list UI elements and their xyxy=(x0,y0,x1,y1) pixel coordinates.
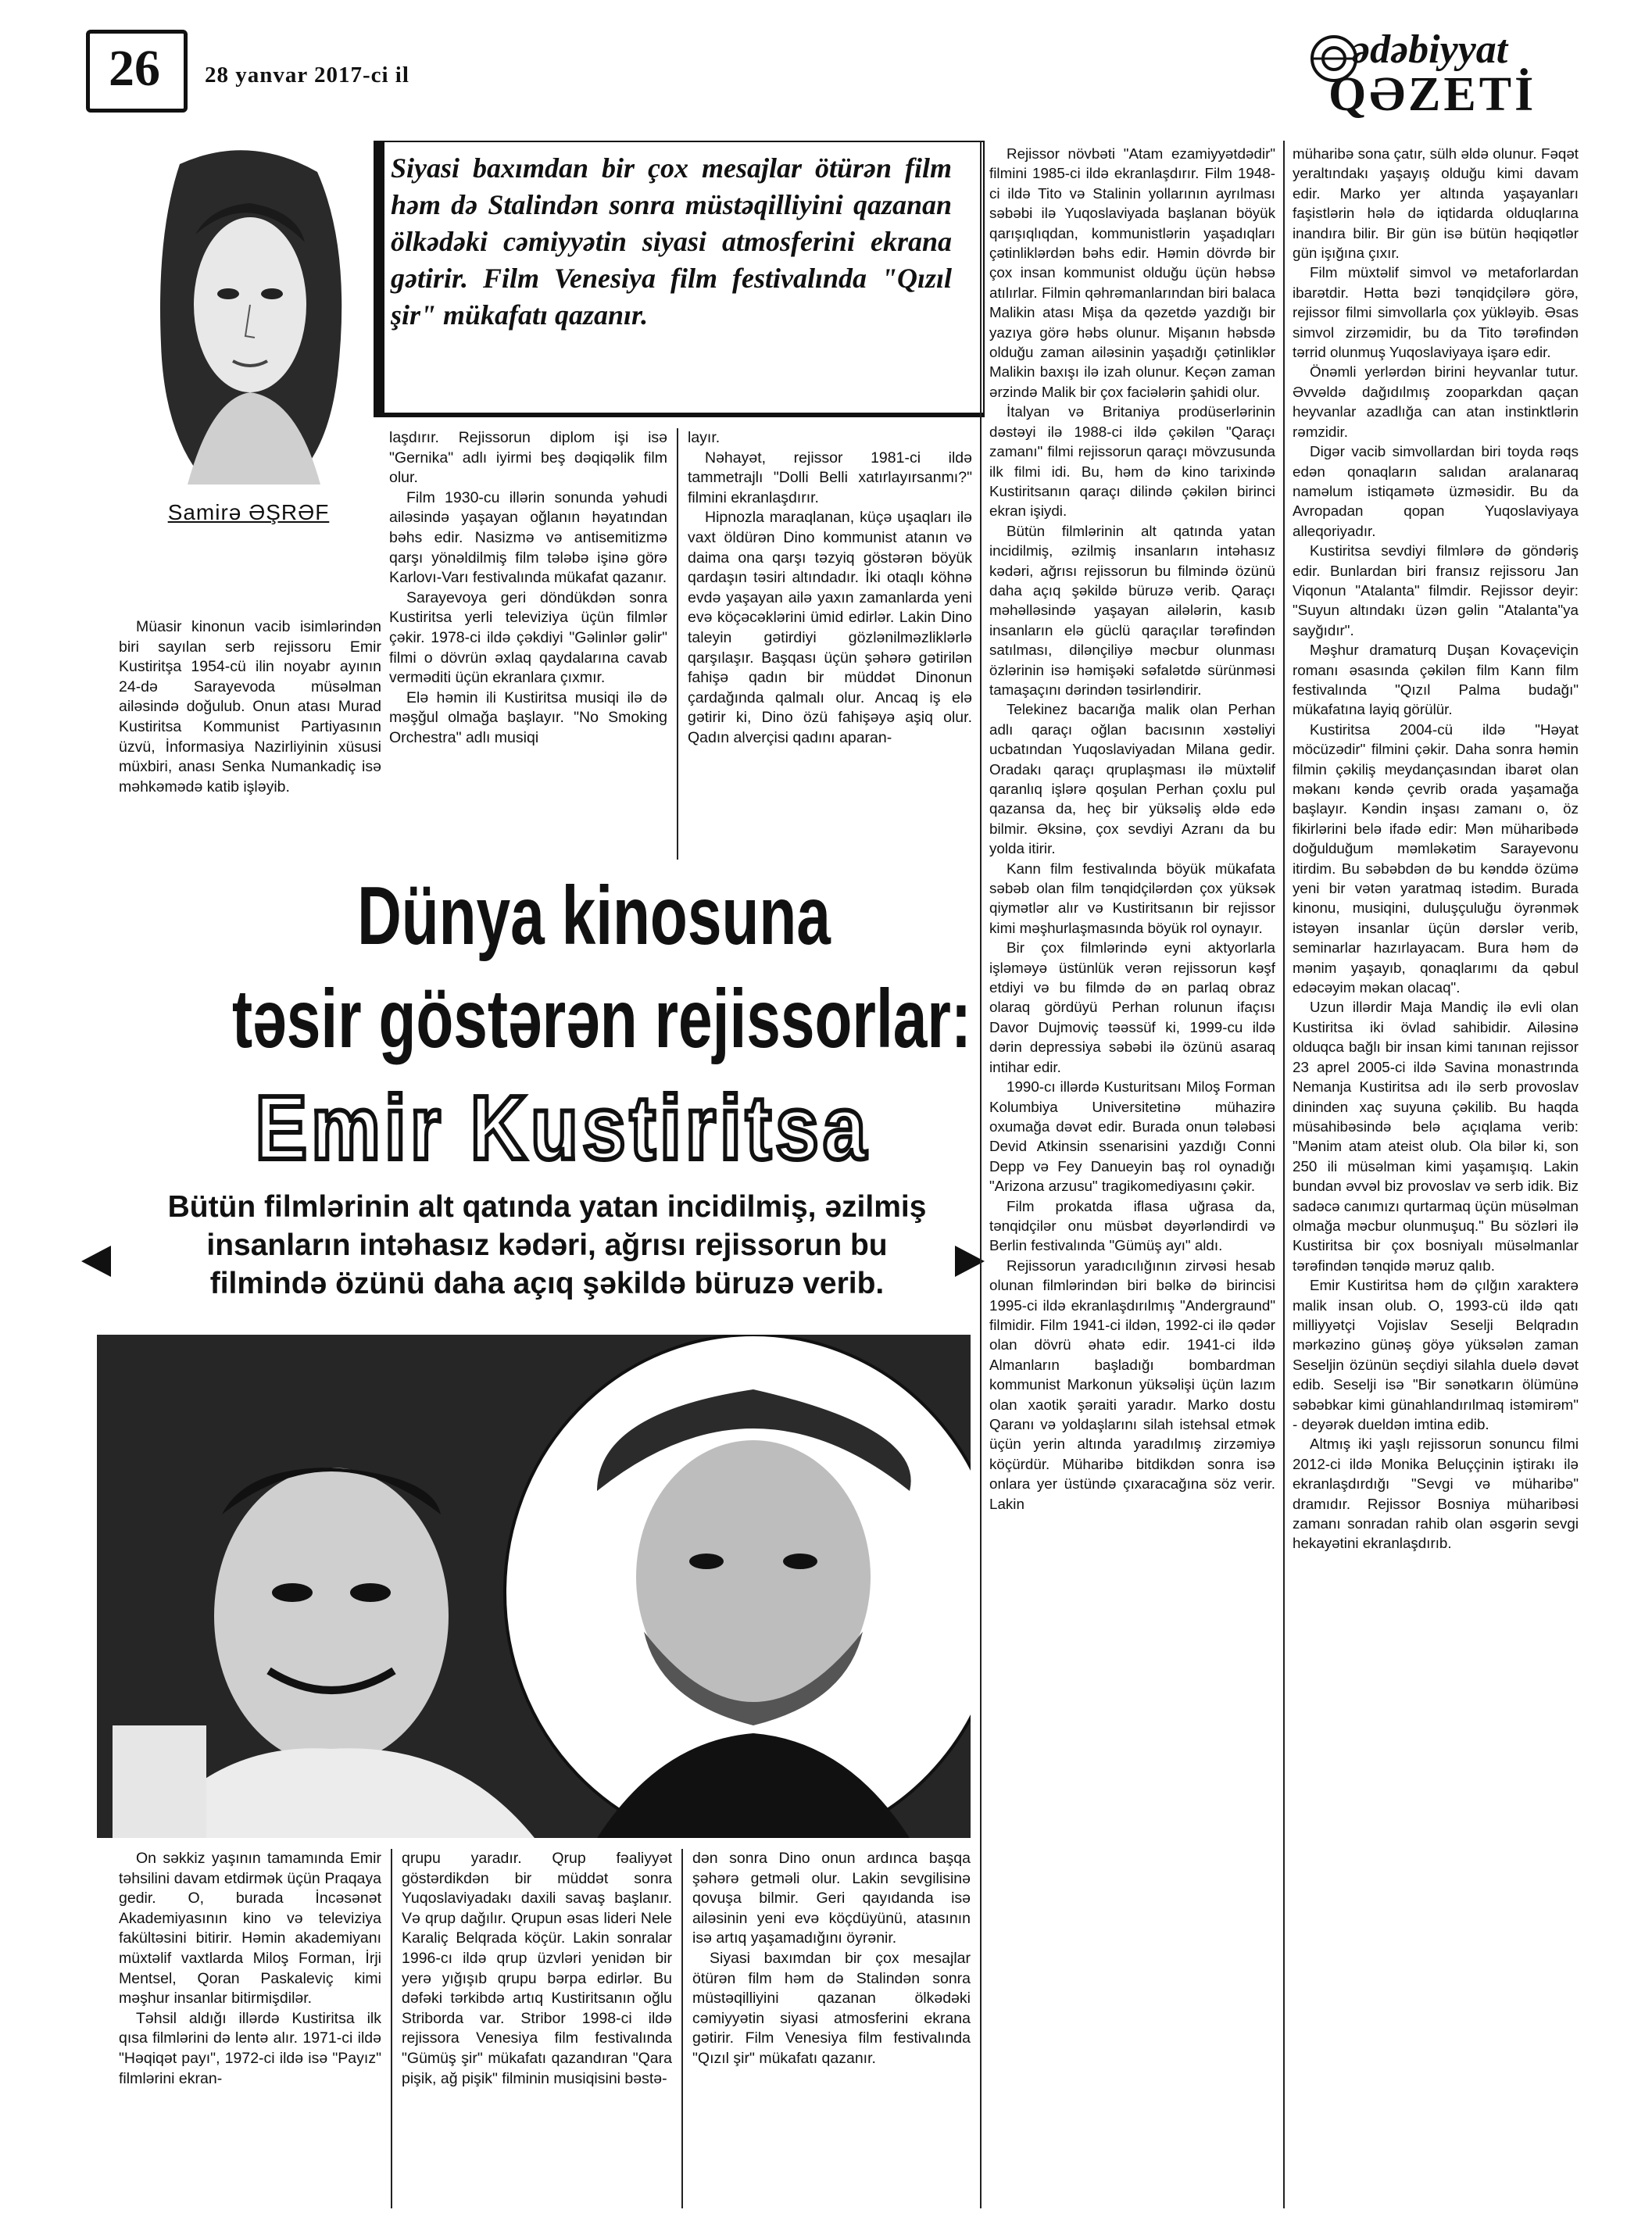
headline-line-3: Emir Kustiritsa xyxy=(255,1077,871,1178)
paragraph: 1990-cı illərdə Kusturitsanı Miloş Forman Kolumbiya Universitetinə mühazirə oxumağa dəvət edir. Burada onun tələbəsi Devid Atkinsin ssenarisini yazdığı Conni Depp və Fey Danueyin baş rol oynadığı "Arizona arzusu" tragikomediyasını çəkir. xyxy=(989,1078,1275,1195)
paragraph: Önəmli yerlərdən birini heyvanlar tutur. Əvvəldə dağıdılmış zooparkdan qaçan heyvanlar azadlığa can atan instinktlərin rəmzidir. xyxy=(1293,363,1579,440)
article-column-b2 xyxy=(402,1849,672,2208)
paragraph: Telekinez bacarığa malik olan Perhan adlı qaraçı oğlan bacısının xəstəliyi ucbatından Yuqoslaviyadan Milana gedir. Oradakı qaraçı qruplaşması ilə müxtəlif qaranlıq işlərə qoşulan Perhan çoxlu pul qazansa da, heç bir yüksəliş əldə edə bilmir. Əksinə, çox sevdiyi Azranı da bu yolda itirir. xyxy=(989,701,1275,857)
author-byline: Samirə ƏŞRƏF xyxy=(167,500,330,524)
article-column-a2 xyxy=(688,428,972,860)
paragraph: Film 1930-cu illərin sonunda yəhudi ailəsində yaşayan oğlanın həyatından bəhs edir. Nasizmə və antisemitizmə qarşı yönəldilmiş film tələbə işinə görə Karlovı-Varı festivalında mükafat qazanır. xyxy=(389,488,667,587)
paragraph: Nəhayət, rejissor 1981-ci ildə tammetrajlı "Dolli Belli xatırlayırsanmı?" filmini ekranlaşdırır. xyxy=(688,449,972,506)
paragraph: Elə həmin ili Kustiritsa musiqi ilə də məşğul olmağa başlayır. "No Smoking Orchestra" adlı musiqi xyxy=(389,688,667,746)
paragraph: müharibə sona çatır, sülh əldə olunur. Fəqət yeraltındakı yaşayış olduğu kimi davam edir. Marko yer altında yaşayanları faşistlərin hələ də iqtidarda olduqlarına inandıra bilir. Bir gün isə bütün həqiqətlər gün işığına çıxır. xyxy=(1293,145,1579,262)
article-column-d xyxy=(1293,144,1579,2207)
column-rule xyxy=(980,141,982,2208)
paragraph: Uzun illərdir Maja Mandiç ilə evli olan Kustiritsa iki övlad sahibidir. Ailəsinə olduqca bağlı bir insan kimi tanınan rejissor 23 aprel 2005-ci ildə Savina monastrında Nemanja Kustiritsa adı ilə serb provoslav dininden xaç suyuna çəkilib. Bu haqda müsahibəsində belə açıqlama verib: "Mənim atam ateist olub. Ola bilər ki, son 250 ili müsəlman kimi yaşamışıq. Lakin bundan əvvəl biz provoslav və serb idik. Biz sadəcə canımızı qurtarmaq üçün müsəlman olmağa məcbur olunmuşuq." Bu sözləri ilə Kustiritsa bir çox bosniyalı müsəlmanlar tərəfindən tənqidə məruz qalıb. xyxy=(1293,999,1579,1274)
issue-date: 28 yanvar 2017-ci il xyxy=(205,63,409,88)
article-column-b3 xyxy=(692,1849,971,2208)
paragraph: Film müxtəlif simvol və metaforlardan ibarətdir. Hətta bəzi tənqidçilərə görə, rejissor filmi simvollarla çox yükləyib. Əsas simvol zirzəmidir, bu da Tito tərəfindən tərrid olunmuş Yuqoslaviyaya işarə edir. xyxy=(1293,264,1579,361)
column-rule xyxy=(677,428,678,860)
paragraph: Bir çox filmlərində eyni aktyorlarla işləməyə üstünlük verən rejissorun kəşf etdiyi və bu filmdə də ən parlaq obraz olaraq gördüyü Perhan rolunun ifaçısı Davor Dujmoviç təəssüf ki, 1999-cu ildə dərin depressiya səbəbi ilə özünü asaraq intihar edir. xyxy=(989,939,1275,1075)
paragraph: Rejissor növbəti "Atam ezamiyyətdədir" filmini 1985-ci ildə ekranlaşdırır. Film 1948-ci ildə Tito və Stalinin yollarının ayrılması səbəbi ilə Yuqoslaviyada başlanan böyük qarışıqlıqdan, kommunistlərin yaşadıqları çətinliklərdən bəhs edir. Həmin dövrdə bir çox insan kommunist olduğu üçün həbsə atılırlar. Filmin qəhrəmanlarından biri balaca Malikin atası Mişa da qəzetdə yazdığı bir yazıya görə həbs olunur. Mişanın həbsdə olduğu zaman ailəsinin yaşadığı çətinliklər Malikin baxışı ilə izah olunur. Keçən zaman ərzində Malik bir çox faciələrin şahidi olur. xyxy=(989,145,1275,400)
masthead-logo-bottom: QƏZETİ xyxy=(1328,68,1537,121)
paragraph: Təhsil aldığı illərdə Kustiritsa ilk qısa filmlərini də lentə alır. 1971-ci ildə "Həqiqət payı", 1972-ci ildə isə "Payız" filmlərini ekran- xyxy=(119,2009,381,2087)
headline-line-1: Dünya kinosuna xyxy=(357,870,831,962)
author-portrait xyxy=(133,141,364,492)
paragraph: Rejissorun yaradıcılığının zirvəsi hesab olunan filmlərindən biri bəlkə də birincisi 1995-ci ildə ekranlaşdırılmış "Andergraund" filmidir. Film 1941-ci ildən, 1992-ci ilə qədər olan dövrü əhatə edir. 1941-ci ildə Almanların başladığı bombardman kommunist Markonun yüksəlişi üçün lazım olan xaotik şəraiti yaradır. Marko dostu Qaranı və yoldaşlarını silah istehsal etmək üçün yerin altında yaradılmış zirzəmiyə köçürdür. Müharibə bitdikdən sonra isə onlara yer üstündə çıxaracağına söz verir. Lakin xyxy=(989,1257,1275,1512)
paragraph: laşdırır. Rejissorun diplom işi isə "Gernika" adlı iyirmi beş dəqiqəlik film olur. xyxy=(389,429,667,487)
paragraph: qrupu yaradır. Qrup fəaliyyət göstərdikdən bir müddət sonra Yuqoslaviyadakı daxili savaş başlanır. Və qrup dağılır. Qrupun əsas lideri Nele Karaliç Belqrada köçür. Lakin sonralar 1996-cı ildə qrup üzvləri yenidən bir yerə yığışıb qrupu bərpa edirlər. Bu dəfəki tərkibdə artıq Kustiritsanın oğlu Striborda var. Stribor 1998-ci ildə rejissora Venesiya film festivalında "Gümüş şir" mükafatı qazandıran "Qara pişik, ağ pişik" filminin musiqisini bəstə- xyxy=(402,1850,672,2087)
pull-quote: Siyasi baxımdan bir çox mesajlar ötürən film həm də Stalindən sonra müstəqilliyini qazanan ölkədəki cəmiyyətin siyasi atmosferini ekrana gətirir. Film Venesiya film festivalında "Qızıl şir" mükafatı qazanır. xyxy=(391,152,952,331)
intro-paragraph: Müasir kinonun vacib isimlərindən biri sayılan serb rejissoru Emir Kustiritşa 1954-cü ilin noyabr ayının 24-də Sarayevoda müsəlman ailəsində doğulub. Onun atası Murad Kustiritsa Kommunist Partiyasının üzvü, İnformasiya Nazirliyinin xüsusi müxbiri, anası Senka Numankadiç isə məhkəmədə katib işləyib. xyxy=(119,618,381,796)
subheadline: Bütün filmlərinin alt qatında yatan incidilmiş, əzilmiş insanların intəhasız kədəri, ağrısı rejissorun bu filmində özünü daha açıq şəkildə büruzə verib. xyxy=(167,1190,927,1300)
paragraph: Film prokatda iflasa uğrasa da, tənqidçilər onu müsbət dəyərləndirdi və Berlin festivalında "Gümüş ayı" aldı. xyxy=(989,1197,1275,1254)
arrow-left-icon xyxy=(81,1246,111,1277)
paragraph: Kustiritsa sevdiyi filmlərə də göndəriş edir. Bunlardan biri fransız rejissoru Jan Viqonun "Atalanta" filmdir. Rejissor deyir: "Suyun altındakı üzən gəlin "Atalanta"ya sayğıdır". xyxy=(1293,542,1579,638)
paragraph: Kustiritsa 2004-cü ildə "Həyat möcüzədir" filmini çəkir. Daha sonra həmin filmin çəkiliş meydançasından ibarət olan məkanı kəndə çevrib orada yaşamağa başlayır. Kəndin inşası zamanı o, öz fikirlərini belə ifadə edir: Mən müharibədə doğulduğum məmləkətim Sarayevonu itirdim. Bu səbəbdən də bu kənddə özümə yeni bir vətən yaratmaq istədim. Burada kinonu, musiqini, duluşçuluğu öyrənmək istəyən insanlar üçün dərslər verib, seminarlar hazırlayacam. Bura həm də mənim yaşayıb, qonaqlarımı da qəbul edəcəyim məkan olacaq". xyxy=(1293,720,1579,996)
column-rule xyxy=(391,1849,392,2208)
article-column-c xyxy=(989,144,1275,2207)
paragraph: Altmış iki yaşlı rejissorun sonuncu filmi 2012-ci ildə Monika Beluççinin iştirakı ilə ekranlaşdırdığı "Sevgi və müharibə" dramıdır. Rejissor Bosniya müharibəsi zamanı sonradan rahib olan əsgərin sevgi hekayətini ekranlaşdırıb. xyxy=(1293,1436,1579,1552)
article-column-a1 xyxy=(389,428,667,860)
paragraph: Siyasi baxımdan bir çox mesajlar ötürən film həm də Stalindən sonra müstəqilliyini qazanan ölkədəki cəmiyyətin siyasi atmosferini ekrana gətirir. Film Venesiya film festivalında "Qızıl şir" mükafatı qazanır. xyxy=(692,1949,971,2067)
paragraph: Kann film festivalında böyük mükafata səbəb olan film tənqidçilərdən çox yüksək qiymətlər alır və Kustiritsanın bir rejissor kimi məşhurlaşmasında böyük rol oynayır. xyxy=(989,860,1275,936)
paragraph: dən sonra Dino onun ardınca başqa şəhərə getməli olur. Lakin sevgilisinə qovuşa bilmir. Geri qayıdanda isə ailəsinin yeni evə köçdüyünü, atasının isə artıq yaşamadığını öyrənir. xyxy=(692,1850,971,1947)
paragraph: layır. xyxy=(688,429,721,446)
intro-column xyxy=(119,617,381,860)
article-photo xyxy=(97,1335,971,1838)
paragraph: Bütün filmlərinin alt qatında yatan incidilmiş, əzilmiş insanların intəhasız kədəri, ağrısı rejissorun bu filmində özünü daha açıq şəkildə büruzə verib. Qaraçı məhəlləsində yaşayan ailələrin, kasıb insanların elə güclü qaraçılar tərəfindən satılması, dilənçiliyə məcbur olunması özlərinin isə həmişəki səfalətdə sürünməsi tamaşaçını dərindən təsirləndirir. xyxy=(989,522,1275,698)
page-number: 26 xyxy=(109,40,160,97)
paragraph: On səkkiz yaşının tamamında Emir təhsilini davam etdirmək üçün Praqaya gedir. O, burada İncəsənət Akademiyasının kino və televiziya fakültəsini bitirir. Həmin akademiyanı müxtəlif vaxtlarda Miloş Forman, İrji Mentsel, Qoran Paskaleviç kimi məşhur insanlar bitirmişdilər. xyxy=(119,1850,381,2008)
headline-line-2: təsir göstərən rejissorlar: xyxy=(231,973,972,1065)
paragraph: Sarayevoya geri döndükdən sonra Kustiritsa yerli televiziya üçün filmlər çəkir. 1978-ci ildə çəkdiyi "Gəlinlər gəlir" filmi o dövrün əxlaq qaydalarına cavab verməditi üçün ekranlara çıxmır. xyxy=(389,588,667,687)
paragraph: Digər vacib simvollardan biri toyda rəqs edən qonaqların salıdan aralanaraq naməlum istiqamətə üzməsidir. Bu da Avropadan qopan Yuqoslaviyaya alleqoriyadır. xyxy=(1293,443,1579,539)
paragraph: Hipnozla maraqlanan, küçə uşaqları ilə vaxt öldürən Dino kommunist atanın və daima ona qarşı təzyiq göstərən böyük qardaşın təsiri altındadır. İki otaqlı köhnə evdə yaşayan ailə yaxın zamanlarda yeni evə köçəcəklərini ümid edirlər. Lakin Dino taleyin gətirdiyi gözlənilməzliklərlə qarşılaşır. Başqası üçün şəhərə gətirilən fahişə qadın bir müddət Dinonun çardağında qalmalı olur. Ancaq iş elə gətirir ki, Dino özü fahişəyə aşiq olur. Qadın alverçisi qadını aparan- xyxy=(688,509,972,746)
paragraph: İtalyan və Britaniya prodüserlərinin dəstəyi ilə 1988-ci ildə çəkilən "Qaraçı zamanı" filmi rejissorun qaraçı mövzusunda ilk filmi idi. Bu, həm də kino tarixində Kustiritsanın qaraçı dilində çəkilən birinci ekran işiydi. xyxy=(989,403,1275,520)
masthead-logo-top: ədəbiyyat xyxy=(1352,27,1508,72)
column-rule xyxy=(1283,141,1285,2208)
article-column-b1 xyxy=(119,1849,381,2208)
paragraph: Emir Kustiritsa həm də çılğın xarakterə malik insan olub. O, 1993-cü ildə qatı milliyyətçi Vojislav Seselji Belqradın mərkəzino günəş göyə yüksələn zaman Seseljin özünün seçdiyi silahla duelə dəvət edib. Seselji isə "Bir sənətkarın ölümünə səbəbkar kimi günahlandırılmaq istəmirəm" - deyərək dueldən imtina edib. xyxy=(1293,1277,1579,1432)
paragraph: Məşhur dramaturq Duşan Kovaçeviçin romanı əsasında çəkilən film Kann film festivalında "Qızıl Palma budağı" mükafatına layiq görülür. xyxy=(1293,642,1579,718)
column-rule xyxy=(681,1849,683,2208)
